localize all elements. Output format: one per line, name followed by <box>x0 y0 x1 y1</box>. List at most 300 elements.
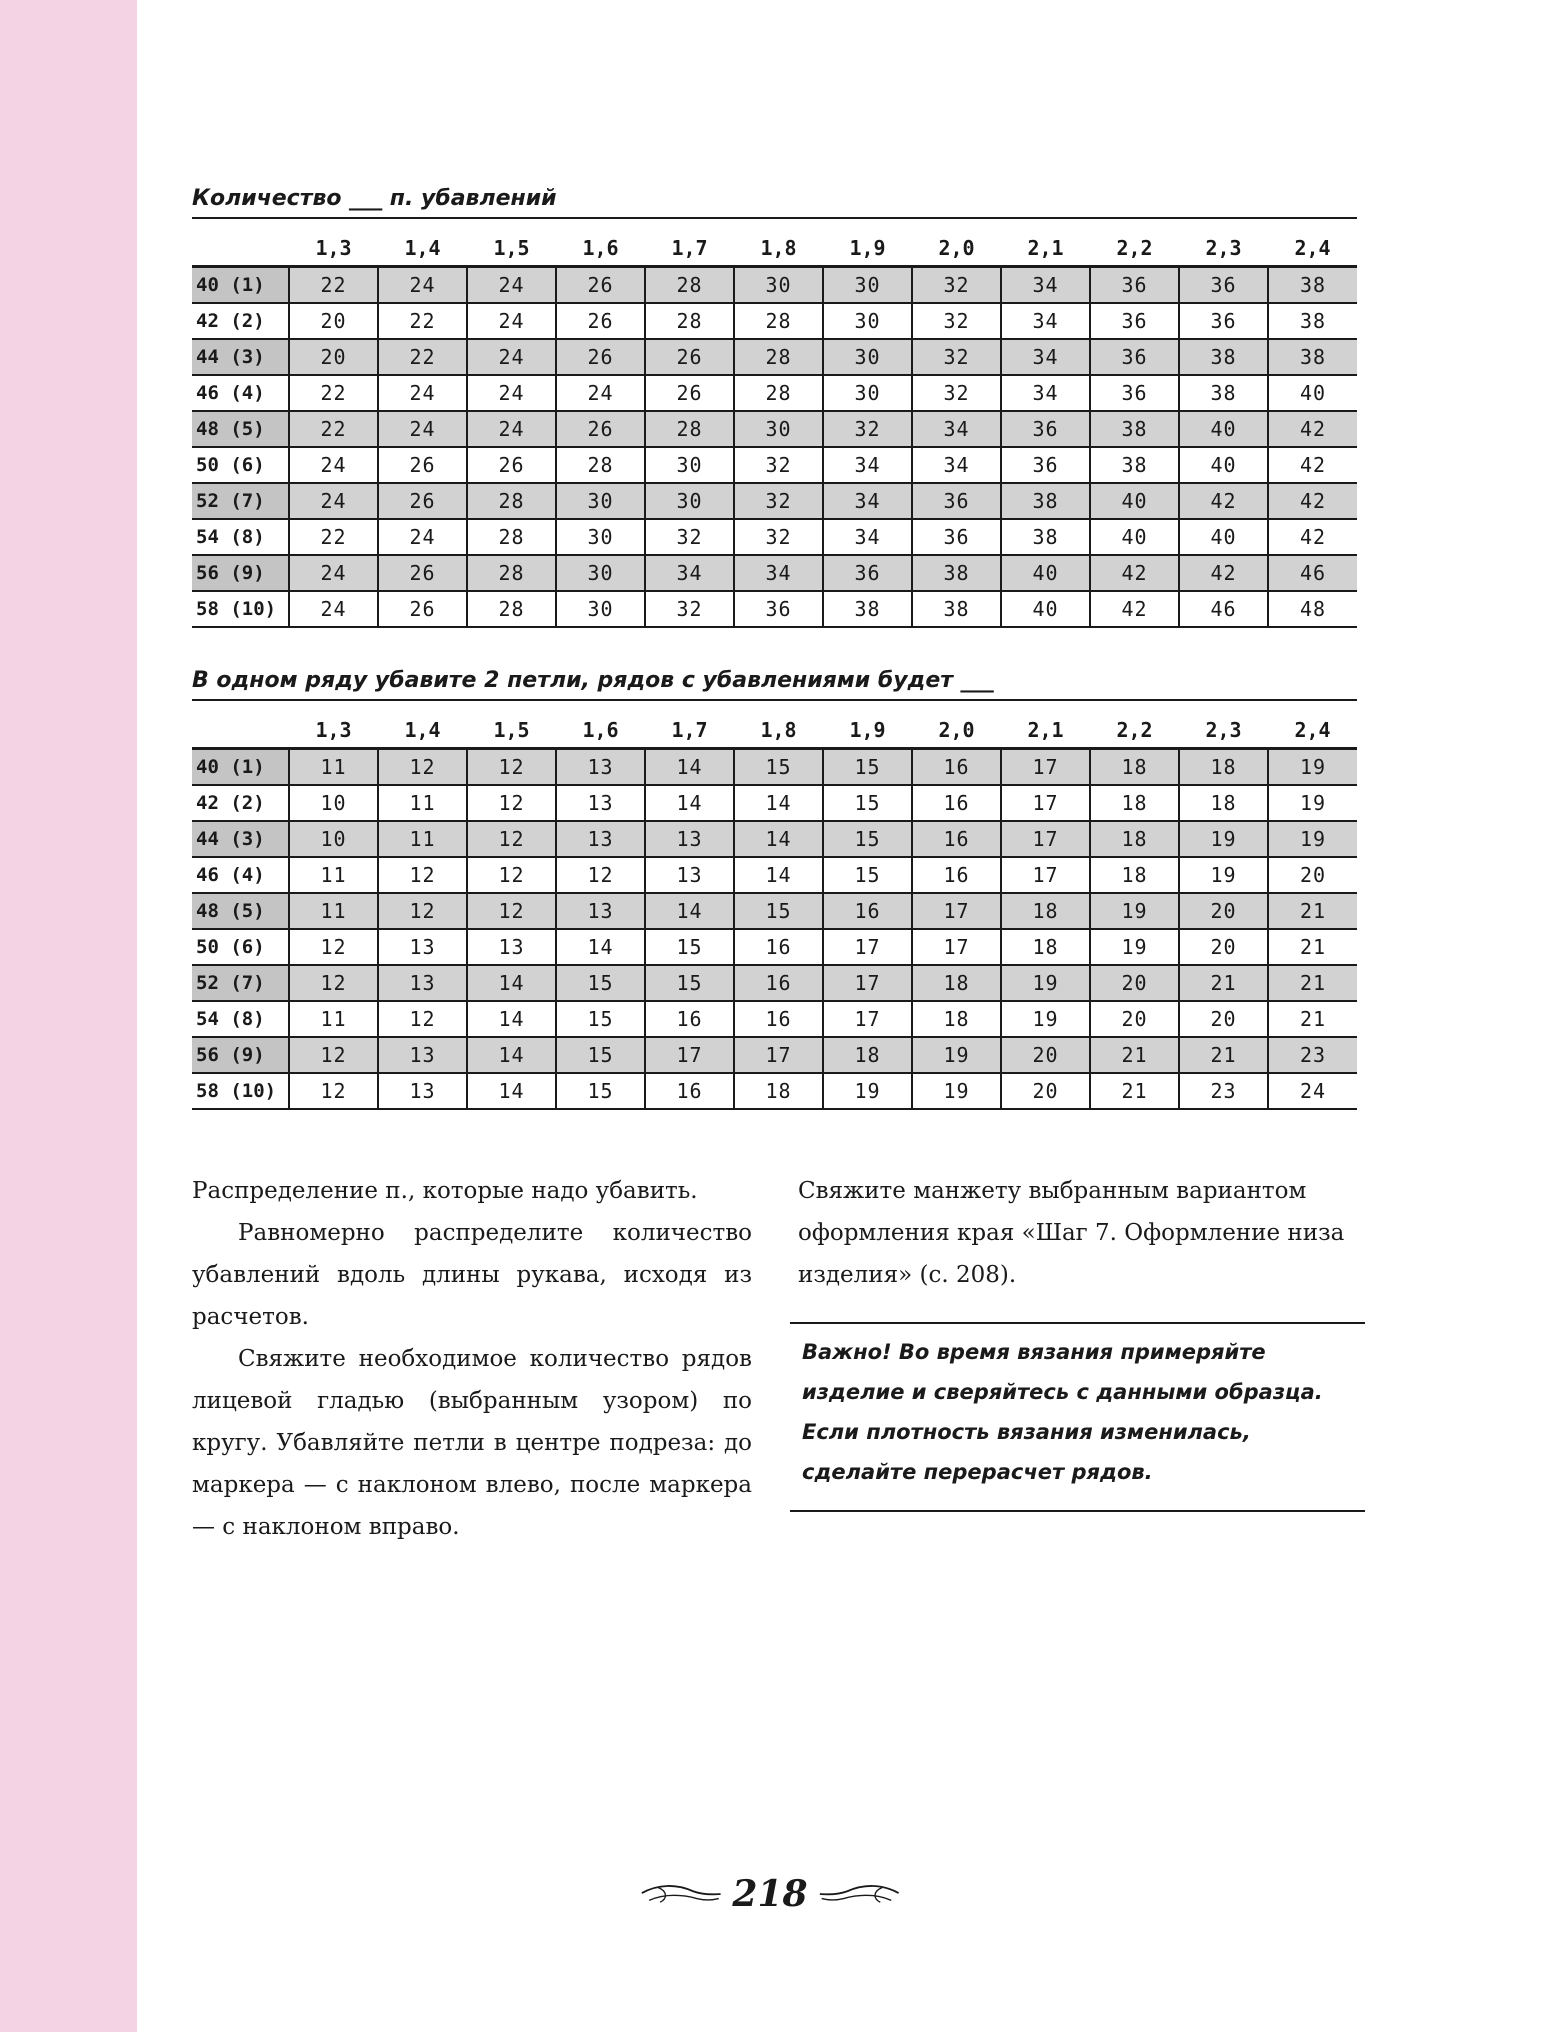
table-cell: 26 <box>378 447 467 483</box>
table-cell: 36 <box>1090 339 1179 375</box>
table-cell: 24 <box>289 555 378 591</box>
table-cell: 24 <box>378 519 467 555</box>
table-row <box>192 483 1357 519</box>
column-header: 1,3 <box>289 713 378 749</box>
row-label: 50 (6) <box>192 929 289 965</box>
table-cell: 13 <box>645 821 734 857</box>
table-cell: 16 <box>912 749 1001 786</box>
table-cell: 42 <box>1179 555 1268 591</box>
table-cell: 32 <box>912 375 1001 411</box>
table-cell: 24 <box>467 267 556 304</box>
table-cell: 11 <box>378 785 467 821</box>
table-cell: 32 <box>912 303 1001 339</box>
table-row <box>192 857 1357 893</box>
column-header: 1,6 <box>556 231 645 267</box>
table-cell: 32 <box>912 339 1001 375</box>
row-label: 50 (6) <box>192 447 289 483</box>
data-table <box>192 231 1357 628</box>
table-cell: 19 <box>1179 821 1268 857</box>
table-cell: 15 <box>556 1001 645 1037</box>
table-cell: 34 <box>1001 267 1090 304</box>
table-cell: 32 <box>912 267 1001 304</box>
table-cell: 17 <box>823 929 912 965</box>
table-cell: 38 <box>1268 339 1357 375</box>
table-cell: 14 <box>734 785 823 821</box>
table-row <box>192 267 1357 304</box>
table-cell: 40 <box>1090 483 1179 519</box>
table-cell: 32 <box>734 519 823 555</box>
table-cell: 26 <box>556 267 645 304</box>
table-cell: 21 <box>1090 1073 1179 1109</box>
table-cell: 19 <box>1001 965 1090 1001</box>
table-cell: 15 <box>645 929 734 965</box>
row-label: 56 (9) <box>192 1037 289 1073</box>
table-cell: 16 <box>645 1001 734 1037</box>
table-cell: 24 <box>1268 1073 1357 1109</box>
table-cell: 13 <box>378 929 467 965</box>
table-cell: 22 <box>289 519 378 555</box>
table-cell: 24 <box>378 267 467 304</box>
table-cell: 12 <box>378 893 467 929</box>
table-cell: 26 <box>378 591 467 627</box>
table-cell: 30 <box>556 591 645 627</box>
column-header: 1,5 <box>467 231 556 267</box>
table-cell: 38 <box>1090 411 1179 447</box>
table-cell: 28 <box>645 411 734 447</box>
column-header: 2,2 <box>1090 713 1179 749</box>
table-cell: 19 <box>1179 857 1268 893</box>
column-header: 2,2 <box>1090 231 1179 267</box>
row-label: 54 (8) <box>192 1001 289 1037</box>
table-cell: 19 <box>1268 749 1357 786</box>
table-cell: 40 <box>1179 411 1268 447</box>
table-cell: 19 <box>823 1073 912 1109</box>
table-row <box>192 929 1357 965</box>
table-row <box>192 555 1357 591</box>
table-cell: 30 <box>823 267 912 304</box>
table-decrease-count <box>192 186 1357 628</box>
table-cell: 38 <box>1090 447 1179 483</box>
table-cell: 28 <box>467 519 556 555</box>
table-cell: 17 <box>734 1037 823 1073</box>
table-cell: 19 <box>1268 821 1357 857</box>
table-cell: 22 <box>289 411 378 447</box>
table-cell: 38 <box>1268 303 1357 339</box>
table-cell: 18 <box>1090 821 1179 857</box>
table-cell: 32 <box>734 447 823 483</box>
table-cell: 14 <box>467 1037 556 1073</box>
table-cell: 18 <box>823 1037 912 1073</box>
row-label: 42 (2) <box>192 785 289 821</box>
table-cell: 12 <box>289 929 378 965</box>
table-cell: 24 <box>289 483 378 519</box>
table-cell: 12 <box>467 785 556 821</box>
row-label: 58 (10) <box>192 1073 289 1109</box>
table-cell: 24 <box>556 375 645 411</box>
table-cell: 23 <box>1179 1073 1268 1109</box>
table-cell: 24 <box>289 591 378 627</box>
table-cell: 36 <box>912 519 1001 555</box>
table-cell: 19 <box>912 1073 1001 1109</box>
table-cell: 38 <box>1001 483 1090 519</box>
table-cell: 30 <box>645 483 734 519</box>
table-cell: 14 <box>645 785 734 821</box>
table-cell: 20 <box>289 339 378 375</box>
table-cell: 32 <box>645 591 734 627</box>
table-cell: 24 <box>378 411 467 447</box>
table-cell: 26 <box>378 555 467 591</box>
column-header: 1,4 <box>378 231 467 267</box>
table-cell: 15 <box>556 1037 645 1073</box>
table-cell: 22 <box>289 267 378 304</box>
table-title: В одном ряду убавите 2 петли, рядов с убавлениями будет ___ <box>192 668 1357 701</box>
table-cell: 17 <box>1001 785 1090 821</box>
table-cell: 24 <box>467 303 556 339</box>
table-cell: 16 <box>823 893 912 929</box>
table-cell: 14 <box>467 1001 556 1037</box>
table-cell: 15 <box>556 965 645 1001</box>
table-cell: 30 <box>556 555 645 591</box>
table-cell: 15 <box>823 821 912 857</box>
table-cell: 26 <box>556 411 645 447</box>
table-cell: 38 <box>1268 267 1357 304</box>
table-cell: 16 <box>734 929 823 965</box>
corner-cell <box>192 231 289 267</box>
table-cell: 34 <box>912 447 1001 483</box>
table-cell: 13 <box>556 893 645 929</box>
table-cell: 34 <box>645 555 734 591</box>
column-header: 1,9 <box>823 231 912 267</box>
table-cell: 24 <box>378 375 467 411</box>
table-cell: 16 <box>912 857 1001 893</box>
column-header: 2,3 <box>1179 713 1268 749</box>
table-cell: 20 <box>1001 1073 1090 1109</box>
table-cell: 36 <box>1090 303 1179 339</box>
table-row <box>192 591 1357 627</box>
table-cell: 24 <box>467 375 556 411</box>
table-cell: 26 <box>556 339 645 375</box>
table-cell: 20 <box>1179 893 1268 929</box>
table-row <box>192 893 1357 929</box>
table-cell: 20 <box>1001 1037 1090 1073</box>
table-row <box>192 785 1357 821</box>
table-cell: 12 <box>378 749 467 786</box>
table-cell: 42 <box>1090 591 1179 627</box>
table-cell: 38 <box>912 591 1001 627</box>
table-row <box>192 1001 1357 1037</box>
paragraph: Равномерно распределите количество убавлений вдоль длины рукава, исходя из расчетов. <box>192 1220 752 1330</box>
table-cell: 14 <box>734 821 823 857</box>
table-cell: 34 <box>823 519 912 555</box>
table-cell: 40 <box>1179 447 1268 483</box>
table-cell: 30 <box>734 411 823 447</box>
table-cell: 38 <box>1179 339 1268 375</box>
left-ornament-icon <box>640 1879 722 1909</box>
left-column-text <box>192 1170 752 1548</box>
table-cell: 18 <box>1001 929 1090 965</box>
paragraph: Распределение п., которые надо убавить. <box>192 1178 698 1204</box>
column-header: 2,0 <box>912 231 1001 267</box>
table-cell: 11 <box>289 1001 378 1037</box>
table-cell: 32 <box>734 483 823 519</box>
table-cell: 12 <box>289 1073 378 1109</box>
table-cell: 46 <box>1268 555 1357 591</box>
table-cell: 32 <box>823 411 912 447</box>
table-cell: 26 <box>645 375 734 411</box>
table-cell: 13 <box>467 929 556 965</box>
table-cell: 26 <box>378 483 467 519</box>
table-cell: 30 <box>823 375 912 411</box>
table-cell: 21 <box>1268 893 1357 929</box>
table-cell: 17 <box>1001 749 1090 786</box>
table-cell: 20 <box>1090 965 1179 1001</box>
row-label: 58 (10) <box>192 591 289 627</box>
table-cell: 34 <box>912 411 1001 447</box>
table-row <box>192 339 1357 375</box>
table-cell: 36 <box>1090 375 1179 411</box>
column-header: 1,8 <box>734 713 823 749</box>
table-cell: 17 <box>645 1037 734 1073</box>
table-cell: 17 <box>912 929 1001 965</box>
column-header: 2,3 <box>1179 231 1268 267</box>
row-label: 42 (2) <box>192 303 289 339</box>
table-cell: 42 <box>1268 519 1357 555</box>
table-cell: 28 <box>556 447 645 483</box>
table-cell: 36 <box>734 591 823 627</box>
row-label: 52 (7) <box>192 965 289 1001</box>
table-cell: 16 <box>912 821 1001 857</box>
table-cell: 15 <box>823 749 912 786</box>
column-header: 2,0 <box>912 713 1001 749</box>
table-cell: 13 <box>378 1073 467 1109</box>
table-cell: 15 <box>645 965 734 1001</box>
table-cell: 22 <box>378 303 467 339</box>
table-cell: 28 <box>467 555 556 591</box>
table-cell: 21 <box>1179 965 1268 1001</box>
row-label: 52 (7) <box>192 483 289 519</box>
table-cell: 13 <box>378 965 467 1001</box>
table-cell: 22 <box>289 375 378 411</box>
table-cell: 16 <box>734 965 823 1001</box>
table-cell: 21 <box>1268 965 1357 1001</box>
page-footer <box>640 1864 900 1924</box>
table-cell: 15 <box>734 893 823 929</box>
table-cell: 16 <box>912 785 1001 821</box>
table-cell: 15 <box>556 1073 645 1109</box>
table-cell: 20 <box>1179 929 1268 965</box>
table-cell: 18 <box>1090 857 1179 893</box>
table-cell: 18 <box>912 1001 1001 1037</box>
table-cell: 42 <box>1268 411 1357 447</box>
table-cell: 11 <box>378 821 467 857</box>
row-label: 44 (3) <box>192 339 289 375</box>
table-cell: 14 <box>467 965 556 1001</box>
column-header: 1,7 <box>645 713 734 749</box>
table-cell: 19 <box>1090 893 1179 929</box>
paragraph: Свяжите необходимое количество рядов лицевой гладью (выбранным узором) по кругу. Убавляйте петли в центре подреза: до маркера — с наклоном влево, после маркера — с наклоном вправо. <box>192 1346 752 1540</box>
table-cell: 36 <box>1090 267 1179 304</box>
table-cell: 13 <box>378 1037 467 1073</box>
table-cell: 26 <box>467 447 556 483</box>
table-cell: 18 <box>912 965 1001 1001</box>
table-cell: 40 <box>1001 591 1090 627</box>
table-cell: 15 <box>734 749 823 786</box>
table-row <box>192 519 1357 555</box>
table-cell: 21 <box>1090 1037 1179 1073</box>
table-cell: 40 <box>1090 519 1179 555</box>
table-cell: 38 <box>912 555 1001 591</box>
table-cell: 24 <box>467 339 556 375</box>
table-cell: 21 <box>1268 929 1357 965</box>
column-header: 1,4 <box>378 713 467 749</box>
table-cell: 36 <box>912 483 1001 519</box>
table-row <box>192 447 1357 483</box>
table-cell: 20 <box>1090 1001 1179 1037</box>
table-cell: 13 <box>556 749 645 786</box>
table-cell: 32 <box>645 519 734 555</box>
table-cell: 17 <box>823 965 912 1001</box>
table-cell: 19 <box>1268 785 1357 821</box>
table-cell: 18 <box>1179 749 1268 786</box>
table-cell: 18 <box>1090 749 1179 786</box>
row-label: 40 (1) <box>192 749 289 786</box>
table-cell: 34 <box>823 483 912 519</box>
table-cell: 17 <box>912 893 1001 929</box>
table-cell: 26 <box>645 339 734 375</box>
table-cell: 30 <box>556 519 645 555</box>
table-cell: 12 <box>467 857 556 893</box>
table-cell: 36 <box>1001 411 1090 447</box>
table-cell: 21 <box>1179 1037 1268 1073</box>
table-cell: 28 <box>645 303 734 339</box>
table-cell: 30 <box>823 339 912 375</box>
table-cell: 17 <box>1001 821 1090 857</box>
table-cell: 11 <box>289 749 378 786</box>
table-cell: 36 <box>1179 303 1268 339</box>
table-cell: 34 <box>1001 303 1090 339</box>
table-row <box>192 821 1357 857</box>
row-label: 40 (1) <box>192 267 289 304</box>
table-cell: 14 <box>734 857 823 893</box>
right-column-text <box>798 1170 1363 1296</box>
table-cell: 15 <box>823 857 912 893</box>
table-cell: 12 <box>289 965 378 1001</box>
paragraph: Свяжите манжету выбранным вариантом оформления края «Шаг 7. Оформление низа изделия» (с. 208). <box>798 1178 1345 1288</box>
table-cell: 13 <box>556 821 645 857</box>
table-cell: 28 <box>734 303 823 339</box>
table-cell: 38 <box>823 591 912 627</box>
table-cell: 12 <box>289 1037 378 1073</box>
table-cell: 28 <box>734 375 823 411</box>
row-label: 54 (8) <box>192 519 289 555</box>
table-cell: 26 <box>556 303 645 339</box>
table-cell: 28 <box>467 591 556 627</box>
table-cell: 14 <box>645 749 734 786</box>
table-cell: 12 <box>378 1001 467 1037</box>
table-cell: 34 <box>1001 375 1090 411</box>
table-cell: 18 <box>734 1073 823 1109</box>
table-cell: 28 <box>645 267 734 304</box>
table-cell: 48 <box>1268 591 1357 627</box>
table-cell: 14 <box>556 929 645 965</box>
table-row <box>192 411 1357 447</box>
table-cell: 13 <box>645 857 734 893</box>
table-cell: 46 <box>1179 591 1268 627</box>
table-cell: 11 <box>289 857 378 893</box>
table-cell: 42 <box>1179 483 1268 519</box>
header-row <box>192 231 1357 267</box>
table-cell: 17 <box>1001 857 1090 893</box>
table-cell: 12 <box>467 749 556 786</box>
table-cell: 28 <box>467 483 556 519</box>
table-cell: 36 <box>823 555 912 591</box>
table-row <box>192 1037 1357 1073</box>
column-header: 1,5 <box>467 713 556 749</box>
row-label: 56 (9) <box>192 555 289 591</box>
column-header: 2,1 <box>1001 713 1090 749</box>
table-cell: 12 <box>467 893 556 929</box>
table-cell: 16 <box>645 1073 734 1109</box>
column-header: 1,8 <box>734 231 823 267</box>
important-note: Важно! Во время вязания примеряйте изделие и сверяйтесь с данными образца. Если плотность вязания изменилась, сделайте перерасчет рядов. <box>790 1322 1365 1512</box>
column-header: 1,7 <box>645 231 734 267</box>
table-cell: 10 <box>289 785 378 821</box>
table-cell: 12 <box>556 857 645 893</box>
column-header: 2,4 <box>1268 713 1357 749</box>
table-title: Количество ___ п. убавлений <box>192 186 1357 219</box>
table-cell: 19 <box>1001 1001 1090 1037</box>
table-cell: 36 <box>1001 447 1090 483</box>
table-cell: 38 <box>1001 519 1090 555</box>
table-cell: 24 <box>289 447 378 483</box>
table-cell: 15 <box>823 785 912 821</box>
page-edge-sidebar <box>0 0 137 2032</box>
table-cell: 21 <box>1268 1001 1357 1037</box>
table-row <box>192 375 1357 411</box>
table-cell: 18 <box>1090 785 1179 821</box>
table-cell: 36 <box>1179 267 1268 304</box>
row-label: 44 (3) <box>192 821 289 857</box>
table-cell: 12 <box>467 821 556 857</box>
table-cell: 16 <box>734 1001 823 1037</box>
table-row <box>192 965 1357 1001</box>
table-row <box>192 749 1357 786</box>
table-cell: 40 <box>1001 555 1090 591</box>
table-cell: 20 <box>1268 857 1357 893</box>
table-row <box>192 303 1357 339</box>
row-label: 46 (4) <box>192 375 289 411</box>
table-cell: 30 <box>645 447 734 483</box>
right-ornament-icon <box>818 1879 900 1909</box>
page-number: 218 <box>732 1873 808 1915</box>
data-table <box>192 713 1357 1110</box>
table-cell: 19 <box>1090 929 1179 965</box>
table-cell: 34 <box>1001 339 1090 375</box>
table-cell: 18 <box>1179 785 1268 821</box>
column-header: 1,3 <box>289 231 378 267</box>
table-cell: 38 <box>1179 375 1268 411</box>
column-header: 2,1 <box>1001 231 1090 267</box>
table-cell: 20 <box>289 303 378 339</box>
table-cell: 19 <box>912 1037 1001 1073</box>
table-cell: 42 <box>1090 555 1179 591</box>
table-cell: 30 <box>734 267 823 304</box>
table-cell: 23 <box>1268 1037 1357 1073</box>
table-cell: 24 <box>467 411 556 447</box>
table-cell: 22 <box>378 339 467 375</box>
row-label: 48 (5) <box>192 893 289 929</box>
table-cell: 34 <box>734 555 823 591</box>
